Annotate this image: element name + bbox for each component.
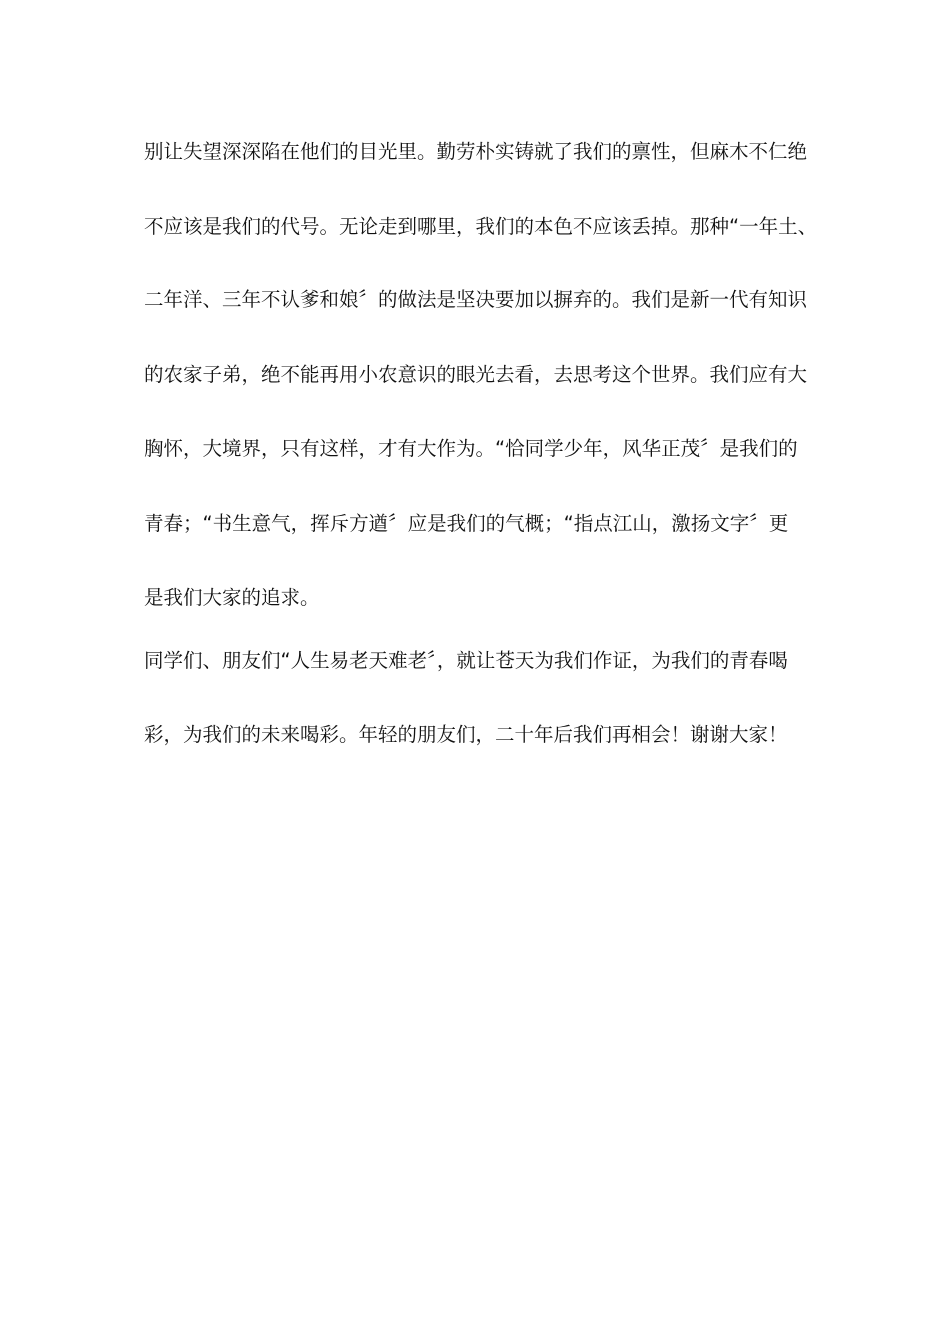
paragraph-1-line-7: 是我们大家的追求。 [144, 586, 320, 609]
paragraph-1-line-5: 胸怀，大境界，只有这样，才有大作为。“恰同学少年，风华正茂〞是我们的 [144, 437, 798, 460]
paragraph-1-line-3: 二年洋、三年不认爹和娘〞的做法是坚决要加以摒弃的。我们是新一代有知识 [144, 288, 808, 311]
paragraph-2-line-1: 同学们、朋友们“人生易老天难老〞，就让苍天为我们作证，为我们的青春喝 [144, 649, 788, 672]
paragraph-1-line-1: 别让失望深深陷在他们的目光里。勤劳朴实铸就了我们的禀性，但麻木不仁绝 [144, 140, 808, 163]
paragraph-1-line-4: 的农家子弟，绝不能再用小农意识的眼光去看，去思考这个世界。我们应有大 [144, 363, 808, 386]
paragraph-1-line-2: 不应该是我们的代号。无论走到哪里，我们的本色不应该丢掉。那种“一年土、 [144, 215, 818, 238]
paragraph-1-line-6: 青春；“书生意气，挥斥方遒〞应是我们的气概；“指点江山，激扬文字〞更 [144, 512, 789, 535]
paragraph-2-line-2: 彩，为我们的未来喝彩。年轻的朋友们，二十年后我们再相会！谢谢大家！ [144, 723, 788, 746]
